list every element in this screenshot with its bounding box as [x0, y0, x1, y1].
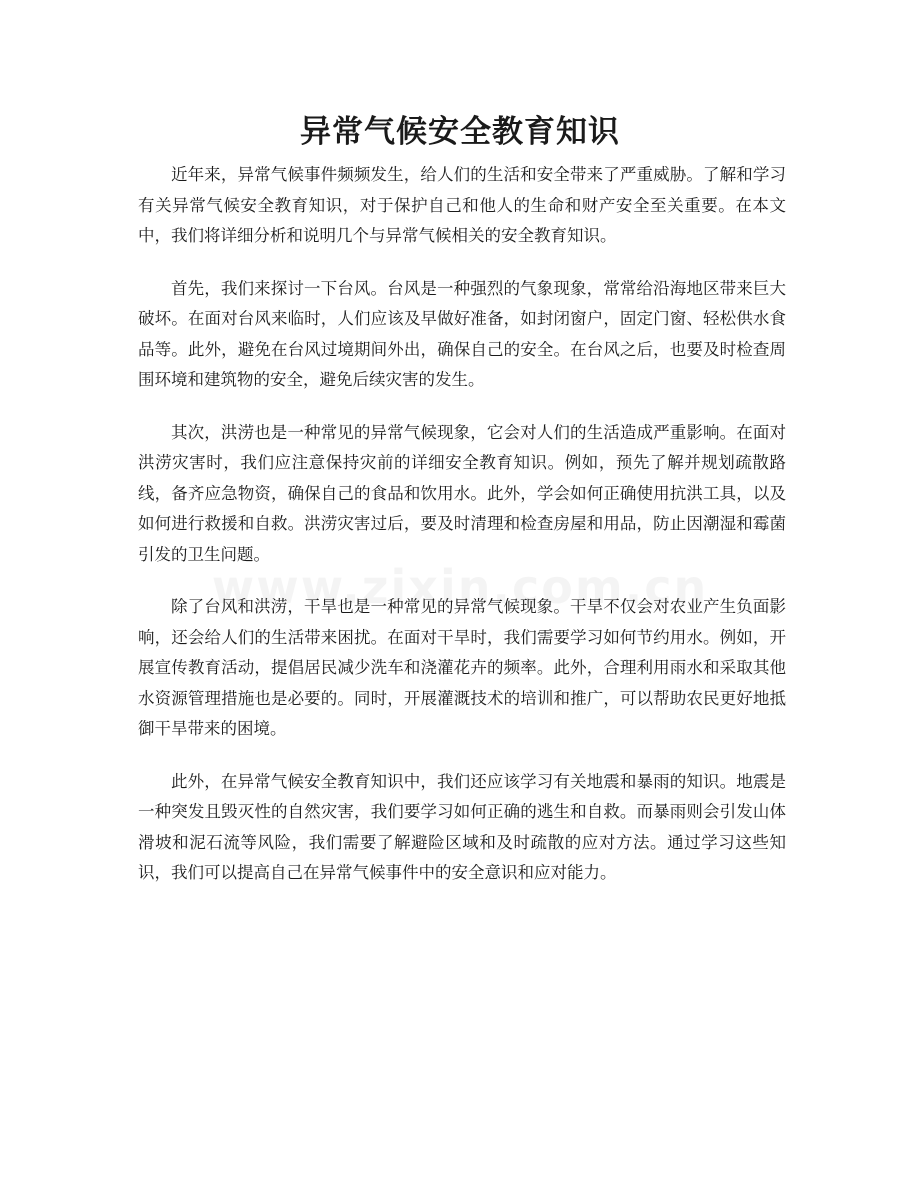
document-title: 异常气候安全教育知识 [300, 114, 620, 150]
paragraph-typhoon: 首先，我们来探讨一下台风。台风是一种强烈的气象现象，常常给沿海地区带来巨大破坏。在面对台风来临时，人们应该及早做好准备，如封闭窗户，固定门窗、轻松供水食品等。此外，避免在台风过境期间外出，确保自己的安全。在台风之后，也要及时检查周围环境和建筑物的安全，避免后续灾害的发生。 [138, 278, 786, 389]
paragraph-drought: 除了台风和洪涝，干旱也是一种常见的异常气候现象。干旱不仅会对农业产生负面影响，还会给人们的生活带来困扰。在面对干旱时，我们需要学习如何节约用水。例如，开展宣传教育活动，提倡居民减少洗车和浇灌花卉的频率。此外，合理利用雨水和采取其他水资源管理措施也是必要的。同时，开展灌溉技术的培训和推广，可以帮助农民更好地抵御干旱带来的困境。 [138, 597, 786, 738]
paragraph-earthquake-rainstorm: 此外，在异常气候安全教育知识中，我们还应该学习有关地震和暴雨的知识。地震是一种突发且毁灭性的自然灾害，我们要学习如何正确的逃生和自救。而暴雨则会引发山体滑坡和泥石流等风险，我们需要了解避险区域和及时疏散的应对方法。通过学习这些知识，我们可以提高自己在异常气候事件中的安全意识和应对能力。 [138, 771, 786, 882]
paragraph-intro: 近年来，异常气候事件频频发生，给人们的生活和安全带来了严重威胁。了解和学习有关异常气候安全教育知识，对于保护自己和他人的生命和财产安全至关重要。在本文中，我们将详细分析和说明几个与异常气候相关的安全教育知识。 [138, 165, 786, 245]
paragraph-flood: 其次，洪涝也是一种常见的异常气候现象，它会对人们的生活造成严重影响。在面对洪涝灾害时，我们应注意保持灾前的详细安全教育知识。例如，预先了解并规划疏散路线，备齐应急物资，确保自己的食品和饮用水。此外，学会如何正确使用抗洪工具，以及如何进行救援和自救。洪涝灾害过后，要及时清理和检查房屋和用品，防止因潮湿和霉菌引发的卫生问题。 [138, 422, 786, 564]
document-body [138, 160, 786, 911]
